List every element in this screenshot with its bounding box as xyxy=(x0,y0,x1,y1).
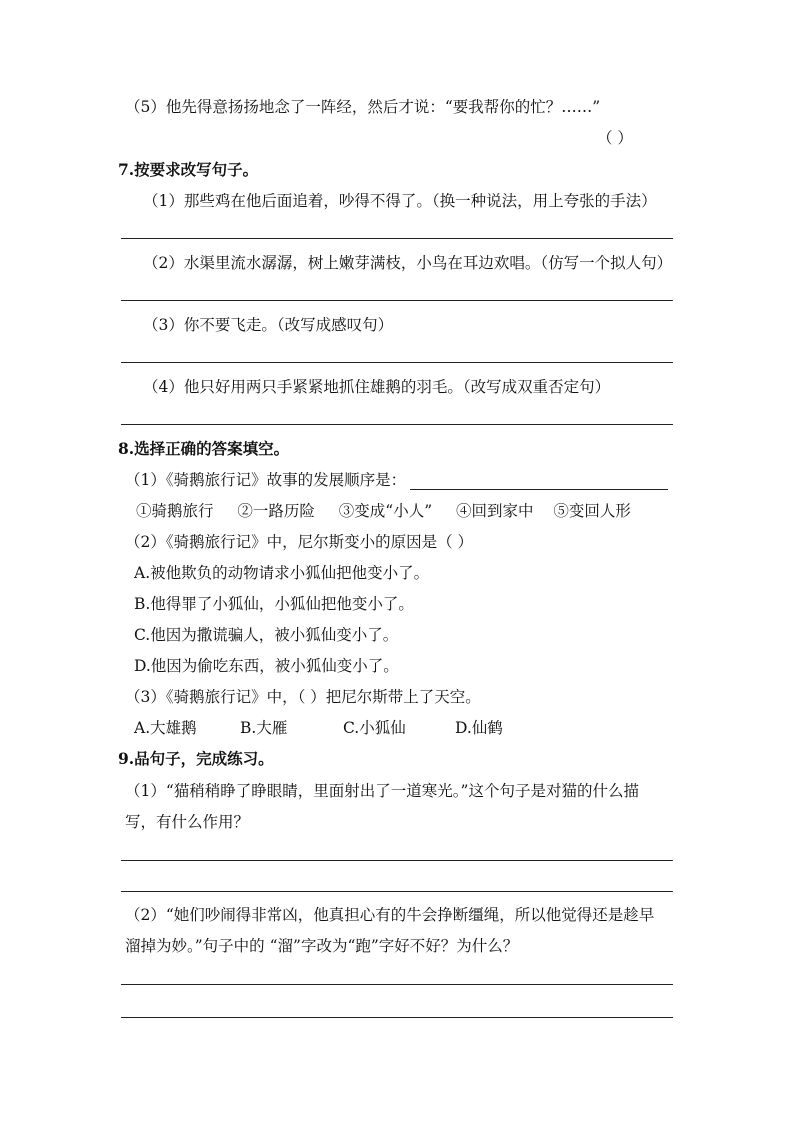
q9-title: 9.品句子，完成练习。 xyxy=(118,749,274,768)
q7-item-1: （1）那些鸡在他后面追着，吵得不得了。（换一种说法，用上夸张的手法） xyxy=(143,192,657,210)
q7-title: 7.按要求改写句子。 xyxy=(118,160,259,179)
q7-item-2: （2）水渠里流水潺潺，树上嫩芽满枝，小鸟在耳边欢唱。（仿写一个拟人句） xyxy=(143,254,673,272)
q8-item-1 xyxy=(125,470,668,490)
q6-answer-paren[interactable]: （ ） xyxy=(597,129,633,147)
q7-item-4: （4）他只好用两只手紧紧地抓住雄鹅的羽毛。（改写成双重否定句） xyxy=(143,378,611,396)
q7-answer-line-1[interactable] xyxy=(121,238,673,239)
option-4: ④回到家中 xyxy=(456,502,534,520)
q7-answer-line-4[interactable] xyxy=(121,424,673,425)
q6-item5: （5）他先得意扬扬地念了一阵经，然后才说：“要我帮你的忙？……” xyxy=(125,98,601,116)
q7-item-3: （3）你不要飞走。（改写成感叹句） xyxy=(143,316,394,334)
q8-item-3-choice-a: A.大雄鹅 xyxy=(134,719,197,737)
option-2: ②一路历险 xyxy=(237,502,315,520)
q9-item-2-line-2: 溜掉为妙。”句子中的 “溜”字改为“跑”字好不好？为什么？ xyxy=(125,937,519,955)
q8-title: 8.选择正确的答案填空。 xyxy=(118,439,290,458)
q8-item-1-text: （1）《骑鹅旅行记》故事的发展顺序是： xyxy=(125,471,407,489)
q9-item-1-line-2: 写，有什么作用？ xyxy=(125,813,250,831)
option-3: ③变成“小人” xyxy=(338,502,433,520)
q8-item-2-choice-b: B.他得罪了小狐仙，小狐仙把他变小了。 xyxy=(134,595,414,613)
q9-item-2-answer-line-1[interactable] xyxy=(121,984,673,985)
q8-item-3-choice-d: D.仙鹤 xyxy=(455,719,503,737)
q7-answer-line-3[interactable] xyxy=(121,362,673,363)
q8-item-3: （3）《骑鹅旅行记》中，（ ）把尼尔斯带上了天空。 xyxy=(125,688,481,706)
q8-item-3-choice-b: B.大雁 xyxy=(240,719,288,737)
q8-item-2-choice-c: C.他因为撒谎骗人，被小狐仙变小了。 xyxy=(134,626,399,644)
q9-item-2-answer-line-2[interactable] xyxy=(121,1017,673,1018)
q8-item-2-choice-a: A.被他欺负的动物请求小狐仙把他变小了。 xyxy=(134,564,430,582)
q7-answer-line-2[interactable] xyxy=(121,300,673,301)
q9-item-2-line-1: （2）“她们吵闹得非常凶，他真担心有的牛会挣断缰绳，所以他觉得还是趁早 xyxy=(125,906,655,924)
option-5: ⑤变回人形 xyxy=(553,502,631,520)
option-1: ①骑鹅旅行 xyxy=(136,502,214,520)
q8-item-1-blank[interactable] xyxy=(410,473,668,490)
q9-item-1-answer-line-1[interactable] xyxy=(121,860,673,861)
q9-item-1-answer-line-2[interactable] xyxy=(121,891,673,892)
q9-item-1-line-1: （1）“猫稍稍睁了睁眼睛，里面射出了一道寒光。”这个句子是对猫的什么描 xyxy=(125,782,639,800)
q8-item-3-choice-c: C.小狐仙 xyxy=(343,719,406,737)
q8-item-2-choice-d: D.他因为偷吃东西，被小狐仙变小了。 xyxy=(134,657,399,675)
q8-item-2: （2）《骑鹅旅行记》中，尼尔斯变小的原因是（ ） xyxy=(125,533,474,551)
q8-item-1-options xyxy=(136,501,631,521)
